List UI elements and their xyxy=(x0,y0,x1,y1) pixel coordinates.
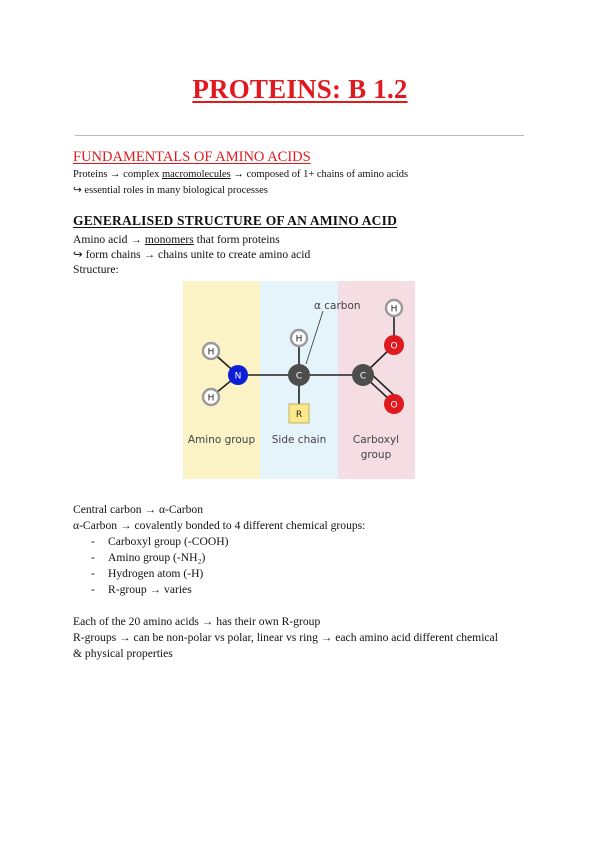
h-atom-1 xyxy=(203,343,219,359)
oxygen-atom-2 xyxy=(384,394,404,414)
text-line: Amino acid → monomers that form proteins xyxy=(73,233,280,246)
h-atom-alpha xyxy=(291,330,307,346)
r-group-box xyxy=(289,404,309,423)
list-item: - Amino group (-NH₂) xyxy=(91,551,206,564)
carboxyl-group-label: Carboxyl xyxy=(352,434,400,446)
list-item: - Carboxyl group (-COOH) xyxy=(91,535,229,548)
amino-group-label: Amino group xyxy=(187,434,256,446)
text-line: ↪ essential roles in many biological processes xyxy=(73,185,268,196)
svg-text:C: C xyxy=(295,371,303,382)
svg-text:H: H xyxy=(390,304,398,315)
list-item: - Hydrogen atom (-H) xyxy=(91,567,204,580)
term-macromolecules: macromolecules xyxy=(161,169,231,180)
amino-group-bg xyxy=(183,281,260,479)
nitrogen-atom xyxy=(228,365,248,385)
svg-text:O: O xyxy=(390,341,398,352)
list-item: - R-group → varies xyxy=(91,583,192,596)
amino-acid-diagram xyxy=(183,281,415,479)
svg-text:H: H xyxy=(295,334,303,345)
heading-fundamentals: FUNDAMENTALS OF AMINO ACIDS xyxy=(73,149,311,165)
svg-text:O: O xyxy=(390,400,398,411)
side-chain-label: Side chain xyxy=(271,434,327,446)
page-title: PROTEINS: B 1.2 xyxy=(192,74,408,104)
heading-structure: GENERALISED STRUCTURE OF AN AMINO ACID xyxy=(73,213,398,228)
oxygen-atom-1 xyxy=(384,335,404,355)
h-atom-2 xyxy=(203,389,219,405)
term-monomers: monomers xyxy=(144,233,194,246)
text-line: Proteins → complex macromolecules → composed of 1+ chains of amino acids xyxy=(73,169,409,180)
svg-text:H: H xyxy=(207,347,215,358)
text-line: Central carbon → α-Carbon xyxy=(73,503,204,516)
alpha-carbon-atom xyxy=(288,364,310,386)
svg-text:H: H xyxy=(207,393,215,404)
text-line: & physical properties xyxy=(73,647,173,660)
text-line: α-Carbon → covalently bonded to 4 different chemical groups: xyxy=(73,519,366,532)
svg-text:C: C xyxy=(359,371,367,382)
divider xyxy=(75,135,524,136)
h-atom-carboxyl xyxy=(386,300,402,316)
text-line: R-groups → can be non-polar vs polar, linear vs ring → each amino acid different chemical xyxy=(73,631,498,644)
svg-text:N: N xyxy=(234,371,242,382)
alpha-carbon-label: α carbon xyxy=(314,300,361,312)
text-line: ↪ form chains → chains unite to create amino acid xyxy=(73,248,311,261)
carboxyl-carbon-atom xyxy=(352,364,374,386)
text-line: Structure: xyxy=(73,263,119,276)
text-line: Each of the 20 amino acids → has their own R-group xyxy=(73,615,321,628)
svg-text:R: R xyxy=(295,410,303,420)
carboxyl-group-label-2: group xyxy=(360,449,392,461)
